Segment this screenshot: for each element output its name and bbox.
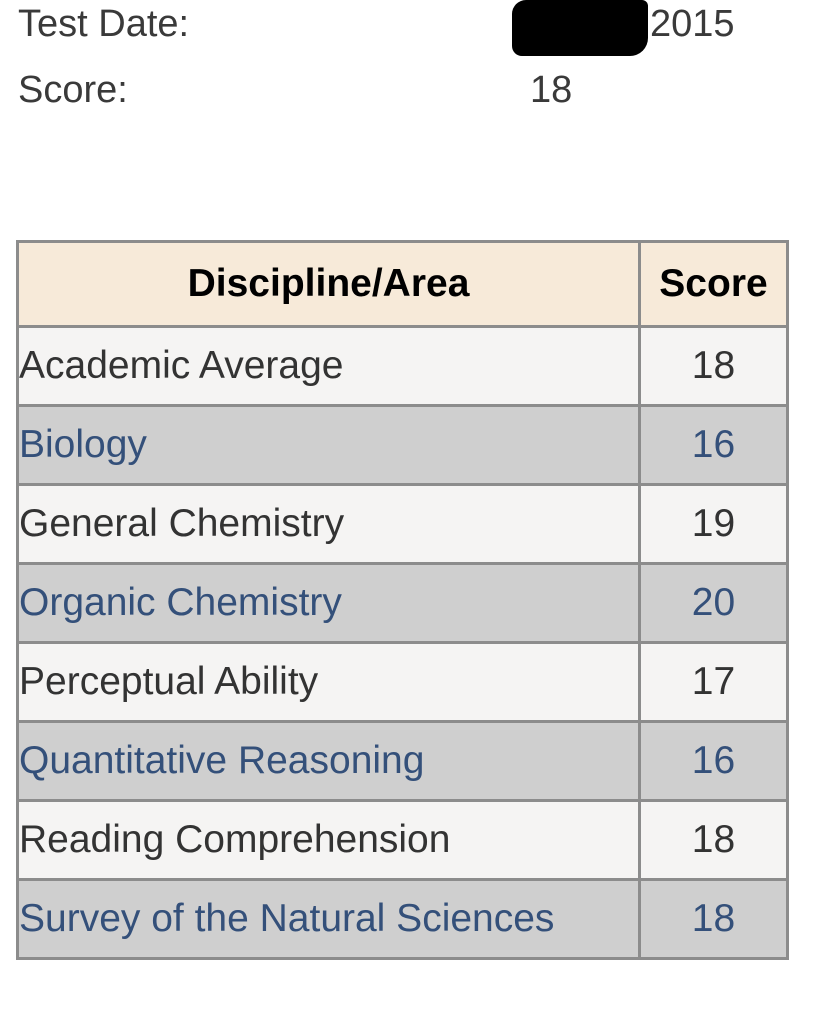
score-cell: 18 [640,327,788,406]
table-row[interactable] [18,564,788,643]
table-row [18,801,788,880]
table-row[interactable] [18,722,788,801]
area-cell: Reading Comprehension [18,801,640,880]
area-cell[interactable]: Organic Chemistry [18,564,640,643]
score-cell: 16 [640,722,788,801]
score-cell: 19 [640,485,788,564]
area-cell[interactable]: Quantitative Reasoning [18,722,640,801]
table-row [18,327,788,406]
score-value: 18 [530,69,573,111]
score-cell: 17 [640,643,788,722]
area-cell: Academic Average [18,327,640,406]
area-cell: Perceptual Ability [18,643,640,722]
score-cell: 18 [640,801,788,880]
test-date-value: 2015 [650,3,735,45]
area-cell: General Chemistry [18,485,640,564]
table-row[interactable] [18,406,788,485]
column-header-area: Discipline/Area [18,242,640,327]
test-date-label: Test Date: [18,3,190,45]
column-header-score: Score [640,242,788,327]
score-label: Score: [18,69,128,111]
score-cell: 18 [640,880,788,959]
score-cell: 20 [640,564,788,643]
table-row[interactable] [18,880,788,959]
table-header-row [18,242,788,327]
area-cell[interactable]: Biology [18,406,640,485]
score-table [16,240,789,960]
table-row [18,643,788,722]
table-row [18,485,788,564]
redaction-mark [512,0,648,56]
score-cell: 16 [640,406,788,485]
area-cell[interactable]: Survey of the Natural Sciences [18,880,640,959]
